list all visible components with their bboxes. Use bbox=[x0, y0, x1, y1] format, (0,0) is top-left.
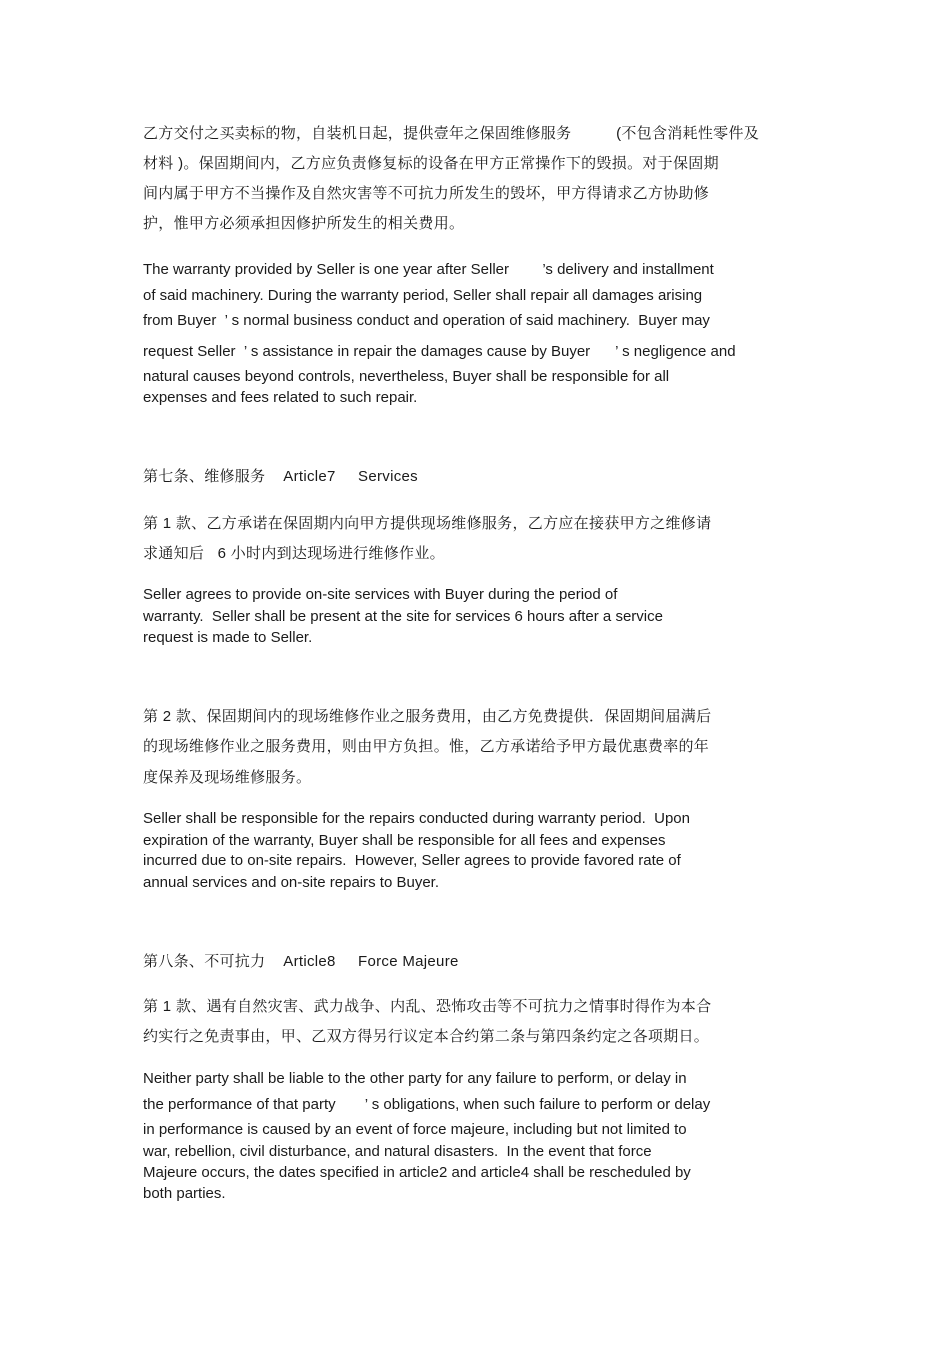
article8-clause1-en-line: both parties. bbox=[143, 1185, 226, 1202]
article8-clause1-en-line: Majeure occurs, the dates specified in article2 and article4 shall be rescheduled by bbox=[143, 1164, 691, 1181]
warranty-cn-line: 材料 )。保固期间内，乙方应负责修复标的设备在甲方正常操作下的毁损。对于保固期 bbox=[143, 155, 719, 172]
article7-clause2-cn-line: 第 2 款、保固期间内的现场维修作业之服务费用，由乙方免费提供．保固期间届满后 bbox=[143, 708, 712, 725]
article7-clause2-cn-line: 度保养及现场维修服务。 bbox=[143, 769, 312, 786]
article7-clause2-en-line: annual services and on-site repairs to Buyer. bbox=[143, 874, 439, 891]
article7-clause1-en-line: warranty. Seller shall be present at the site for services 6 hours after a service bbox=[143, 608, 663, 625]
warranty-cn-line: 间内属于甲方不当操作及自然灾害等不可抗力所发生的毁坏，甲方得请求乙方协助修 bbox=[143, 185, 710, 202]
article8-heading: 第八条、不可抗力 Article8 Force Majeure bbox=[143, 953, 459, 970]
article7-heading: 第七条、维修服务 Article7 Services bbox=[143, 468, 418, 485]
warranty-en-line: natural causes beyond controls, nevertheless, Buyer shall be responsible for all bbox=[143, 368, 670, 385]
article7-clause1-en-line: request is made to Seller. bbox=[143, 629, 313, 646]
warranty-en-line: request Seller ’ s assistance in repair the damages cause by Buyer ’ s negligence and bbox=[143, 343, 736, 360]
article7-clause2-en-line: Seller shall be responsible for the repairs conducted during warranty period. Upon bbox=[143, 810, 690, 827]
article8-clause1-en-line: the performance of that party ’ s obligations, when such failure to perform or delay bbox=[143, 1096, 711, 1113]
article7-clause2-en-line: incurred due to on-site repairs. However, Seller agrees to provide favored rate of bbox=[143, 852, 681, 869]
article7-clause2-en-line: expiration of the warranty, Buyer shall be responsible for all fees and expenses bbox=[143, 832, 666, 849]
article8-clause1-cn-line: 约实行之免责事由，甲、乙双方得另行议定本合约第二条与第四条约定之各项期日。 bbox=[143, 1028, 710, 1045]
warranty-cn-line: 护，惟甲方必须承担因修护所发生的相关费用。 bbox=[143, 215, 465, 232]
warranty-en-line: expenses and fees related to such repair. bbox=[143, 389, 418, 406]
article8-clause1-cn-line: 第 1 款、遇有自然灾害、武力战争、内乱、恐怖攻击等不可抗力之情事时得作为本合 bbox=[143, 998, 712, 1015]
warranty-en-line: The warranty provided by Seller is one year after Seller ’s delivery and installment bbox=[143, 261, 714, 278]
warranty-cn-line: 乙方交付之买卖标的物，自装机日起，提供壹年之保固维修服务 (不包含消耗性零件及 bbox=[143, 125, 760, 142]
article7-clause1-cn-line: 求通知后 6 小时内到达现场进行维修作业。 bbox=[143, 545, 445, 562]
article7-clause1-en-line: Seller agrees to provide on-site services with Buyer during the period of bbox=[143, 586, 618, 603]
article7-clause1-cn-line: 第 1 款、乙方承诺在保固期内向甲方提供现场维修服务，乙方应在接获甲方之维修请 bbox=[143, 515, 712, 532]
warranty-en-line: from Buyer ’ s normal business conduct and operation of said machinery. Buyer may bbox=[143, 312, 710, 329]
article8-clause1-en-line: in performance is caused by an event of force majeure, including but not limited to bbox=[143, 1121, 687, 1138]
article8-clause1-en-line: war, rebellion, civil disturbance, and natural disasters. In the event that force bbox=[143, 1143, 652, 1160]
article7-clause2-cn-line: 的现场维修作业之服务费用，则由甲方负担。惟，乙方承诺给予甲方最优惠费率的年 bbox=[143, 738, 710, 755]
warranty-en-line: of said machinery. During the warranty period, Seller shall repair all damages arising bbox=[143, 287, 703, 304]
article8-clause1-en-line: Neither party shall be liable to the other party for any failure to perform, or delay in bbox=[143, 1070, 687, 1087]
